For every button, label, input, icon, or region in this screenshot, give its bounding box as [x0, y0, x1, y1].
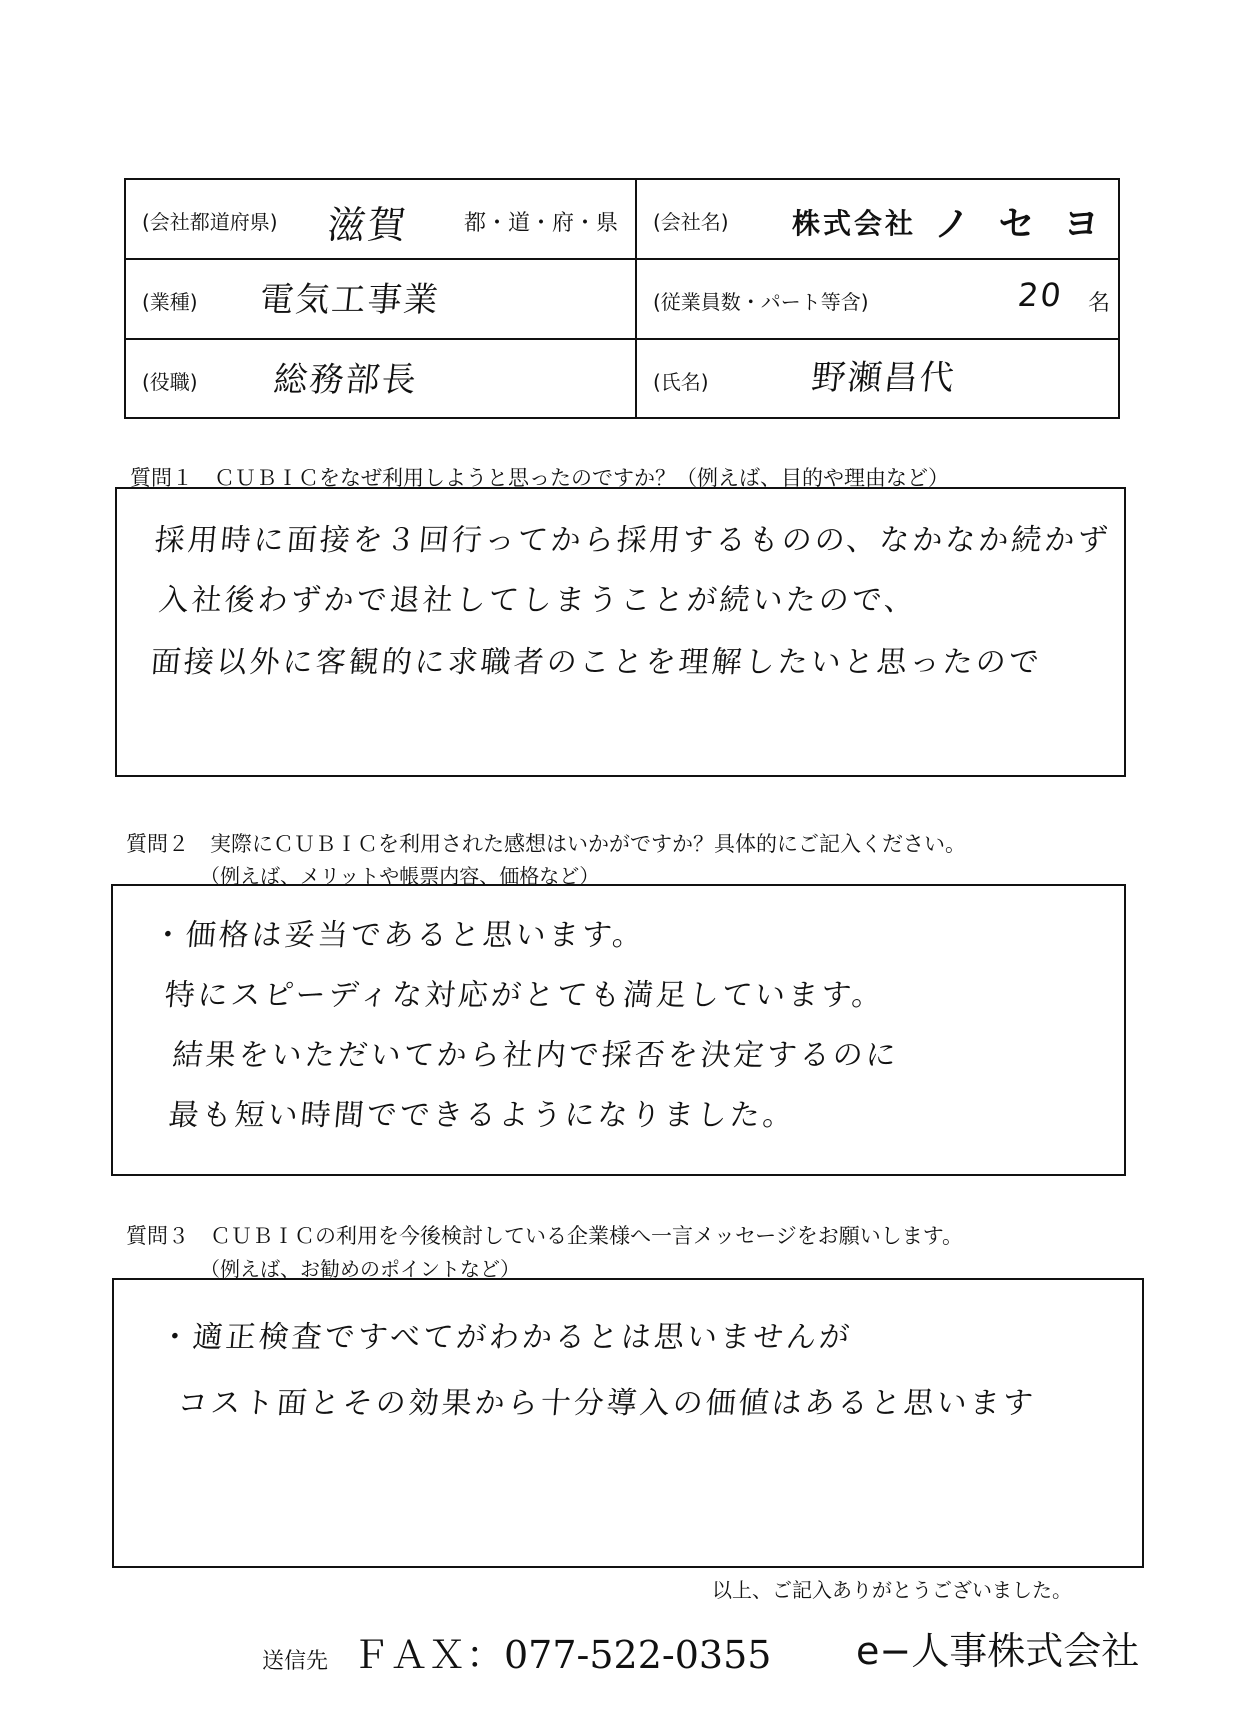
employees-label: (従業員数・パート等含) — [653, 290, 869, 314]
table-row-divider — [126, 258, 1118, 260]
prefecture-label: (会社都道府県) — [142, 210, 278, 234]
q1-answer-line: 入社後わずかで退社してしまうことが続いたので、 — [157, 583, 919, 618]
industry-value: 電気工事業 — [257, 280, 442, 320]
q1-answer-line: 面接以外に客観的に求職者のことを理解したいと思ったので — [149, 645, 1044, 680]
q1-answer-box — [115, 487, 1126, 777]
fax-number: ＦＡＸ：077-522-0355 — [352, 1633, 772, 1677]
company-footer: e−人事株式会社 — [856, 1629, 1140, 1673]
industry-label: (業種) — [142, 290, 198, 314]
prefecture-suffix: 都・道・府・県 — [464, 211, 619, 236]
name-label: (氏名) — [653, 370, 709, 394]
q2-title: 質問２ 実際にＣＵＢＩＣを利用された感想はいかがですか？具体的にご記入ください。 — [126, 832, 966, 856]
q2-answer-box — [111, 884, 1126, 1176]
send-to-label: 送信先 — [262, 1649, 329, 1674]
employees-value: 20 — [1016, 276, 1065, 314]
prefecture-value: 滋賀 — [325, 203, 410, 247]
q2-answer-line: 特にスピーディな対応がとても満足しています。 — [163, 978, 887, 1013]
q3-answer-line: コスト面とその効果から十分導入の価値はあると思います — [176, 1386, 1038, 1421]
header-table — [124, 178, 1120, 419]
q3-subtitle: （例えば、お勧めのポイントなど） — [200, 1257, 520, 1281]
q3-answer-box — [112, 1278, 1144, 1568]
q3-answer-line: ・適正検査ですべてがわかるとは思いませんが — [158, 1320, 854, 1355]
table-col-divider — [635, 180, 637, 417]
position-value: 総務部長 — [271, 360, 420, 400]
q1-answer-line: 採用時に面接を３回行ってから採用するものの、なかなか続かず — [153, 523, 1113, 558]
q2-answer-line: 最も短い時間でできるようになりました。 — [167, 1098, 798, 1133]
employees-unit: 名 — [1088, 291, 1111, 316]
position-label: (役職) — [142, 370, 198, 394]
q2-answer-line: ・価格は妥当であると思います。 — [151, 918, 647, 953]
closing-note: 以上、ご記入ありがとうございました。 — [712, 1578, 1072, 1602]
table-row-divider — [126, 338, 1118, 340]
q2-answer-line: 結果をいただいてから社内で採否を決定するのに — [171, 1038, 901, 1073]
q2-subtitle: （例えば、メリットや帳票内容、価格など） — [200, 864, 600, 888]
company-label: (会社名) — [653, 210, 729, 234]
q3-title: 質問３ ＣＵＢＩＣの利用を今後検討している企業様へ一言メッセージをお願いします。 — [126, 1224, 964, 1248]
company-prefix: 株式会社 — [792, 207, 917, 240]
q1-title: 質問１ ＣＵＢＩＣをなぜ利用しようと思ったのですか？（例えば、目的や理由など） — [130, 466, 949, 490]
name-value: 野瀬昌代 — [809, 358, 958, 398]
company-name: ノ セ ヨ — [934, 204, 1108, 245]
